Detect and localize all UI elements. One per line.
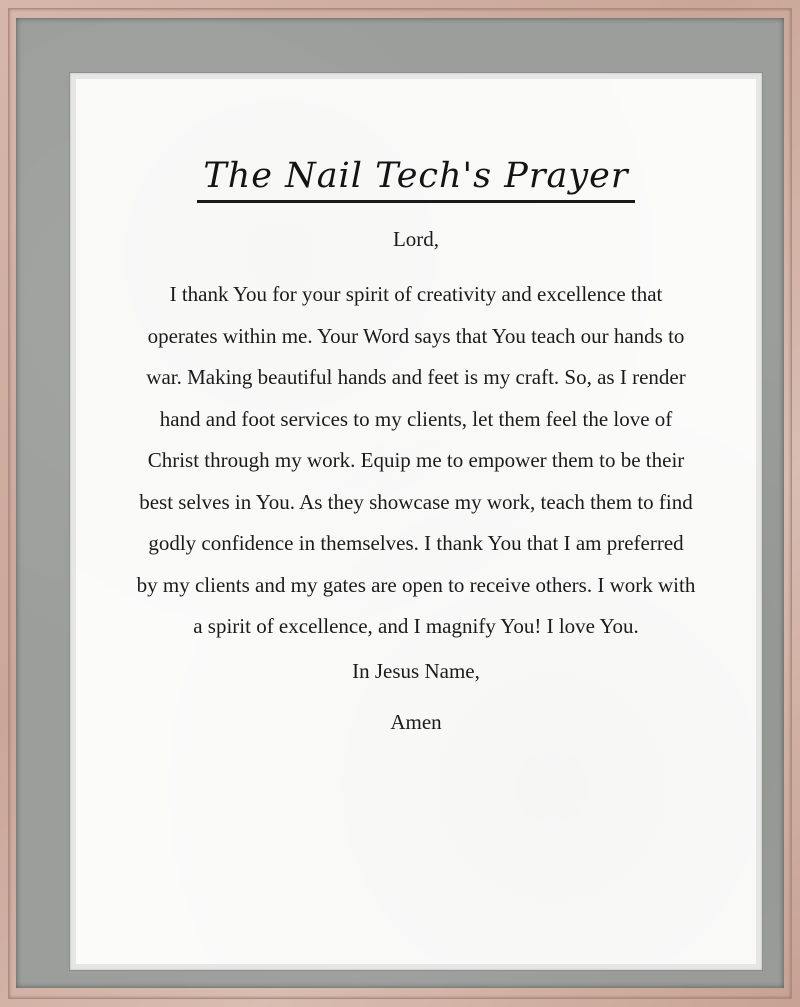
page-title: The Nail Tech's Prayer — [197, 154, 634, 203]
prayer-body: I thank You for your spirit of creativity and excellence that operates within me. Your Word says that You teach our hands to war. Making beautiful hands and feet is my craft. So, as I render hand and foot services to my clients, let them feel the love of Christ through my work. Equip me to empower them to be their best selves in You. As they showcase my work, teach them to find godly confidence in themselves. I thank You that I am preferred by my clients and my gates are open to receive others. I work with a spirit of excellence, and I magnify You! I love You. — [136, 282, 696, 638]
title-wrap — [76, 154, 756, 203]
prayer-paper — [76, 79, 756, 964]
prayer-text — [136, 224, 696, 737]
salutation: Lord, — [392, 227, 440, 251]
closing-line: In Jesus Name, — [352, 658, 480, 683]
signoff: Amen — [390, 709, 442, 734]
frame-mat — [16, 18, 784, 988]
